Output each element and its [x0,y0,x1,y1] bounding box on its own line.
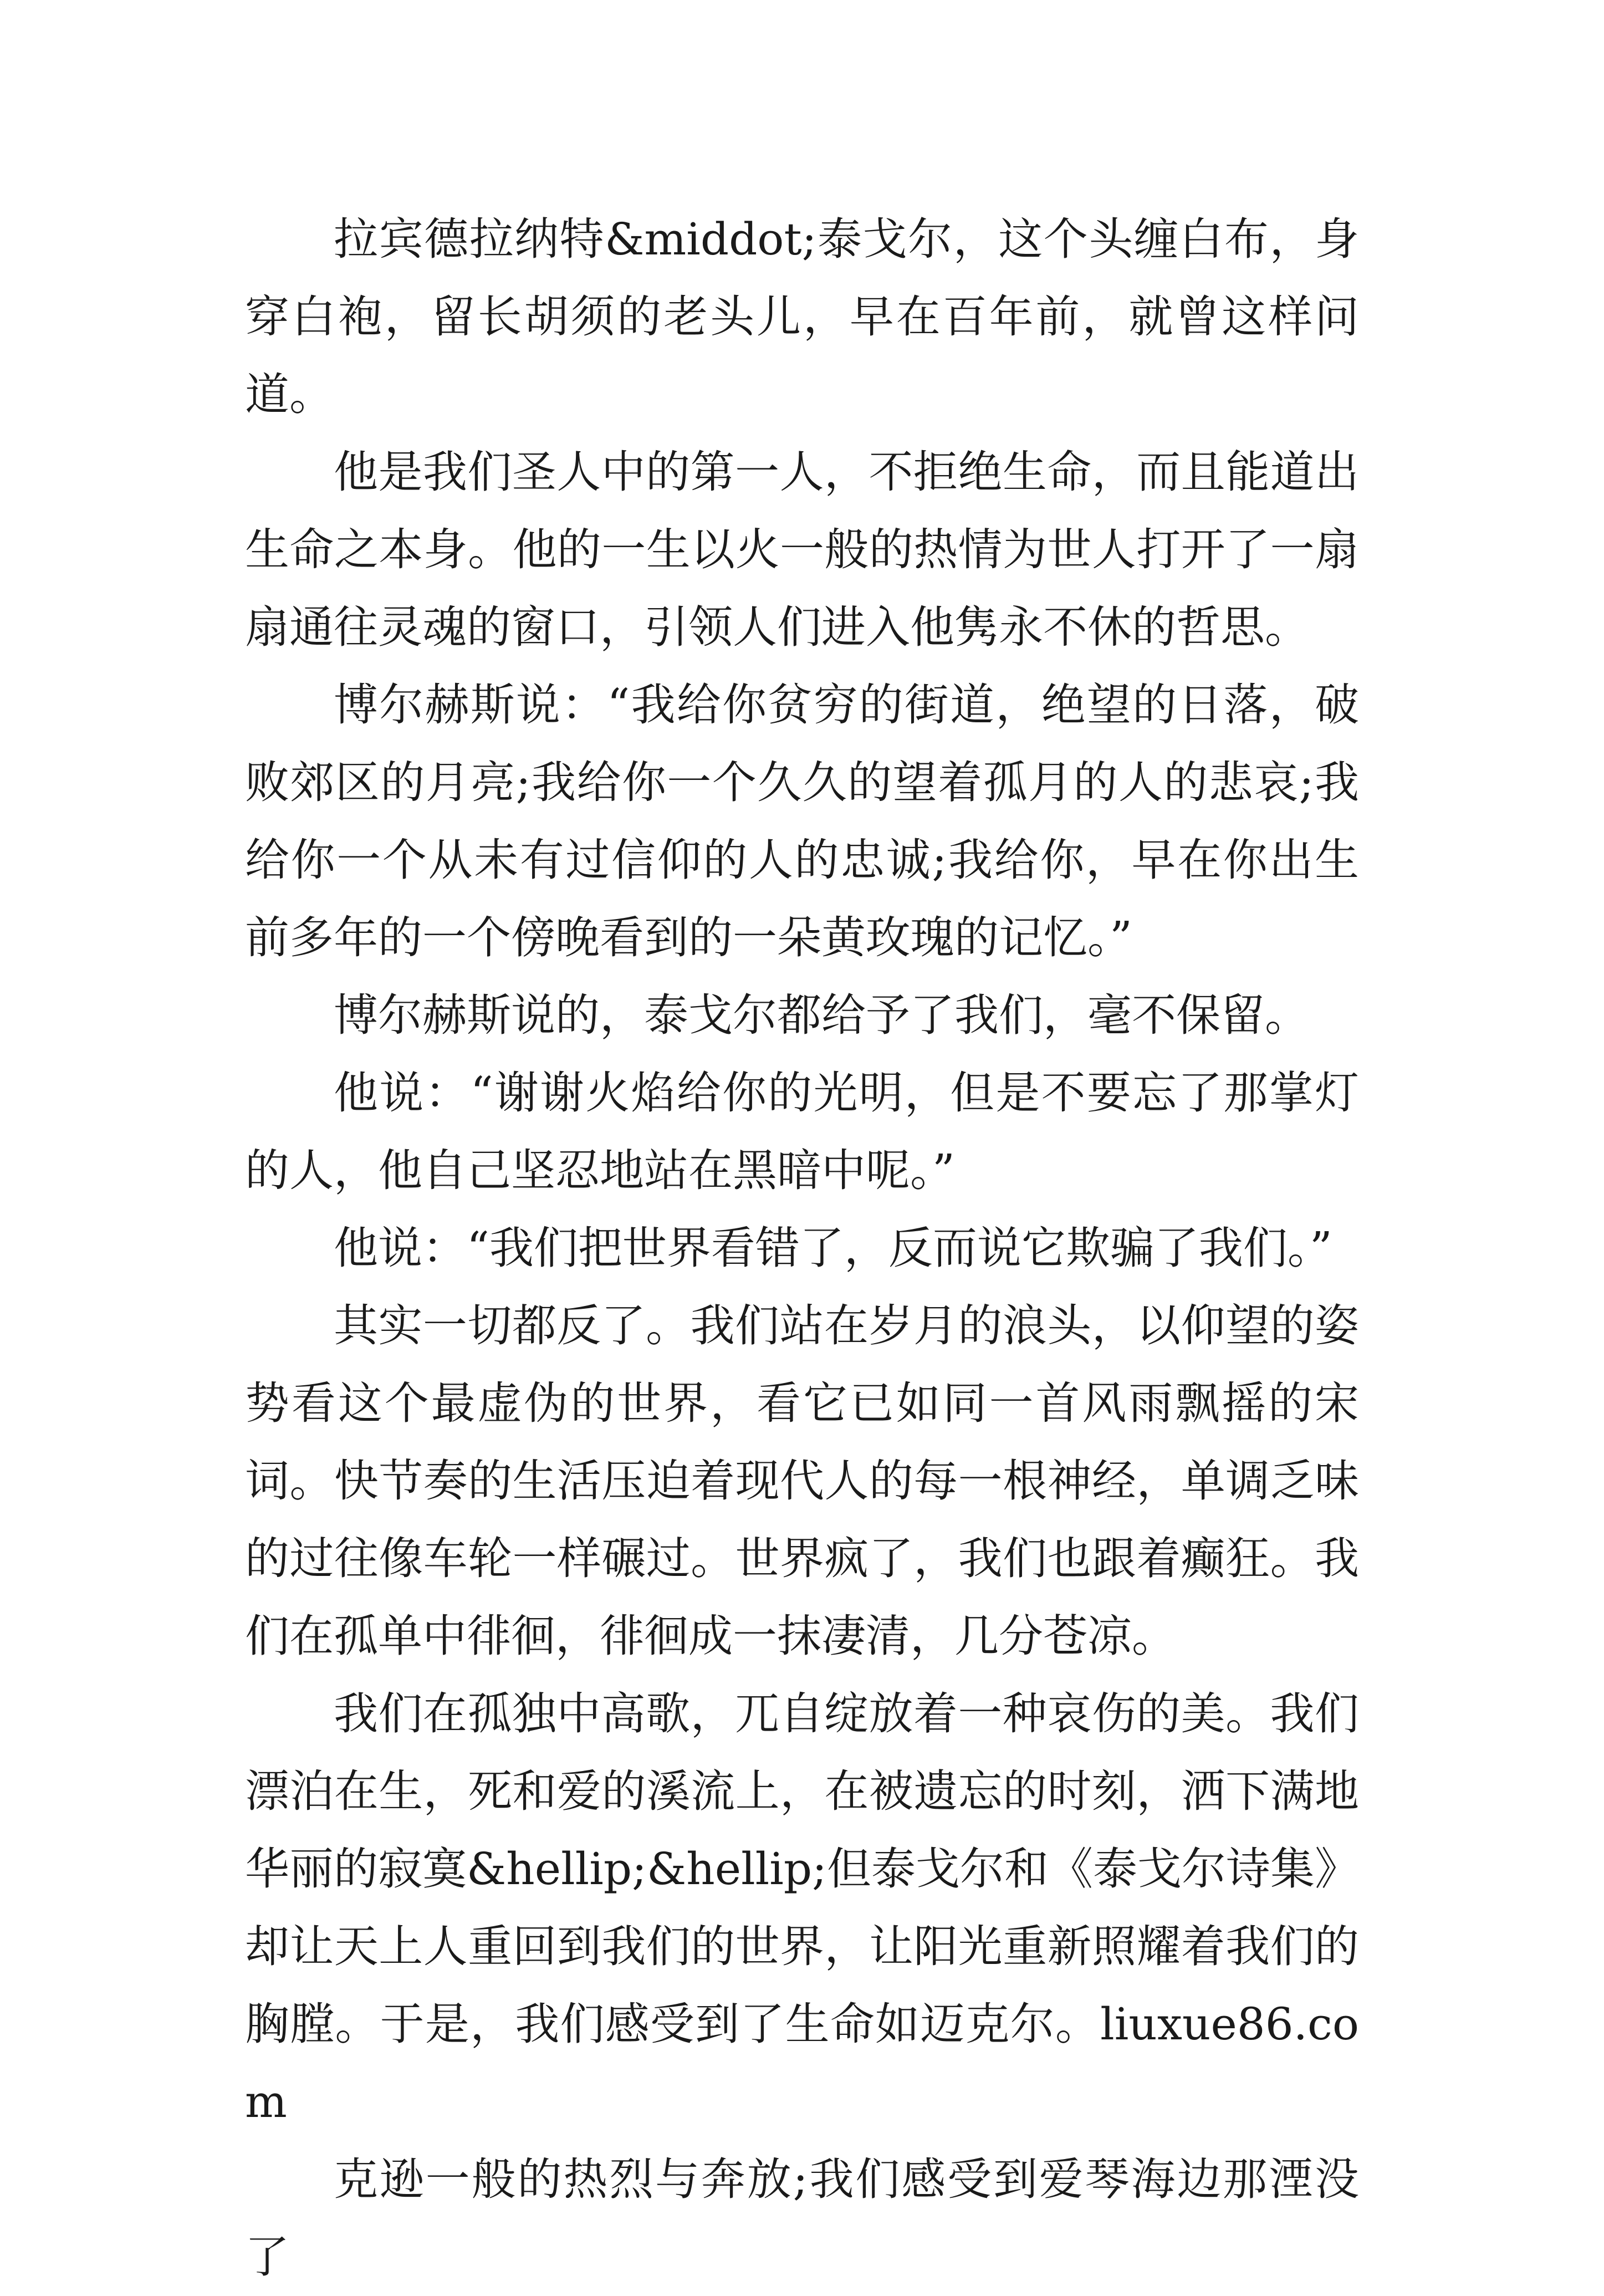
paragraph-2: 他是我们圣人中的第一人，不拒绝生命，而且能道出生命之本身。他的一生以火一般的热情为世人打开了一扇扇通往灵魂的窗口，引领人们进入他隽永不休的哲思。 [245,446,1359,653]
paragraph-1: 拉宾德拉纳特&middot;泰戈尔，这个头缠白布，身穿白袍，留长胡须的老头儿，早在百年前，就曾这样问道。 [245,213,1359,420]
document-body [245,201,1359,2296]
paragraph-6: 他说：“我们把世界看错了，反而说它欺骗了我们。” [334,1222,1332,1274]
paragraph-7: 其实一切都反了。我们站在岁月的浪头，以仰望的姿势看这个最虚伪的世界，看它已如同一首风雨飘摇的宋词。快节奏的生活压迫着现代人的每一根神经，单调乏味的过往像车轮一样碾过。世界疯了，我们也跟着癫狂。我们在孤单中徘徊，徘徊成一抹凄清，几分苍凉。 [245,1300,1359,1662]
paragraph-3: 博尔赫斯说：“我给你贫穷的街道，绝望的日落，破败郊区的月亮;我给你一个久久的望着孤月的人的悲哀;我给你一个从未有过信仰的人的忠诚;我给你，早在你出生前多年的一个傍晚看到的一朵黄玫瑰的记忆。” [245,679,1359,963]
paragraph-4: 博尔赫斯说的，泰戈尔都给予了我们，毫不保留。 [334,989,1309,1041]
paragraph-5: 他说：“谢谢火焰给你的光明，但是不要忘了那掌灯的人，他自己坚忍地站在黑暗中呢。” [245,1067,1359,1196]
paragraph-9: 克逊一般的热烈与奔放;我们感受到爱琴海边那湮没了 [245,2154,1359,2283]
paragraph-8: 我们在孤独中高歌，兀自绽放着一种哀伤的美。我们漂泊在生，死和爱的溪流上，在被遗忘的时刻，洒下满地华丽的寂寞&hellip;&hellip;但泰戈尔和《泰戈尔诗集》却让天上人重回到我们的世界，让阳光重新照耀着我们的胸膛。于是，我们感受到了生命如迈克尔。liuxue86.com [245,1688,1359,2127]
